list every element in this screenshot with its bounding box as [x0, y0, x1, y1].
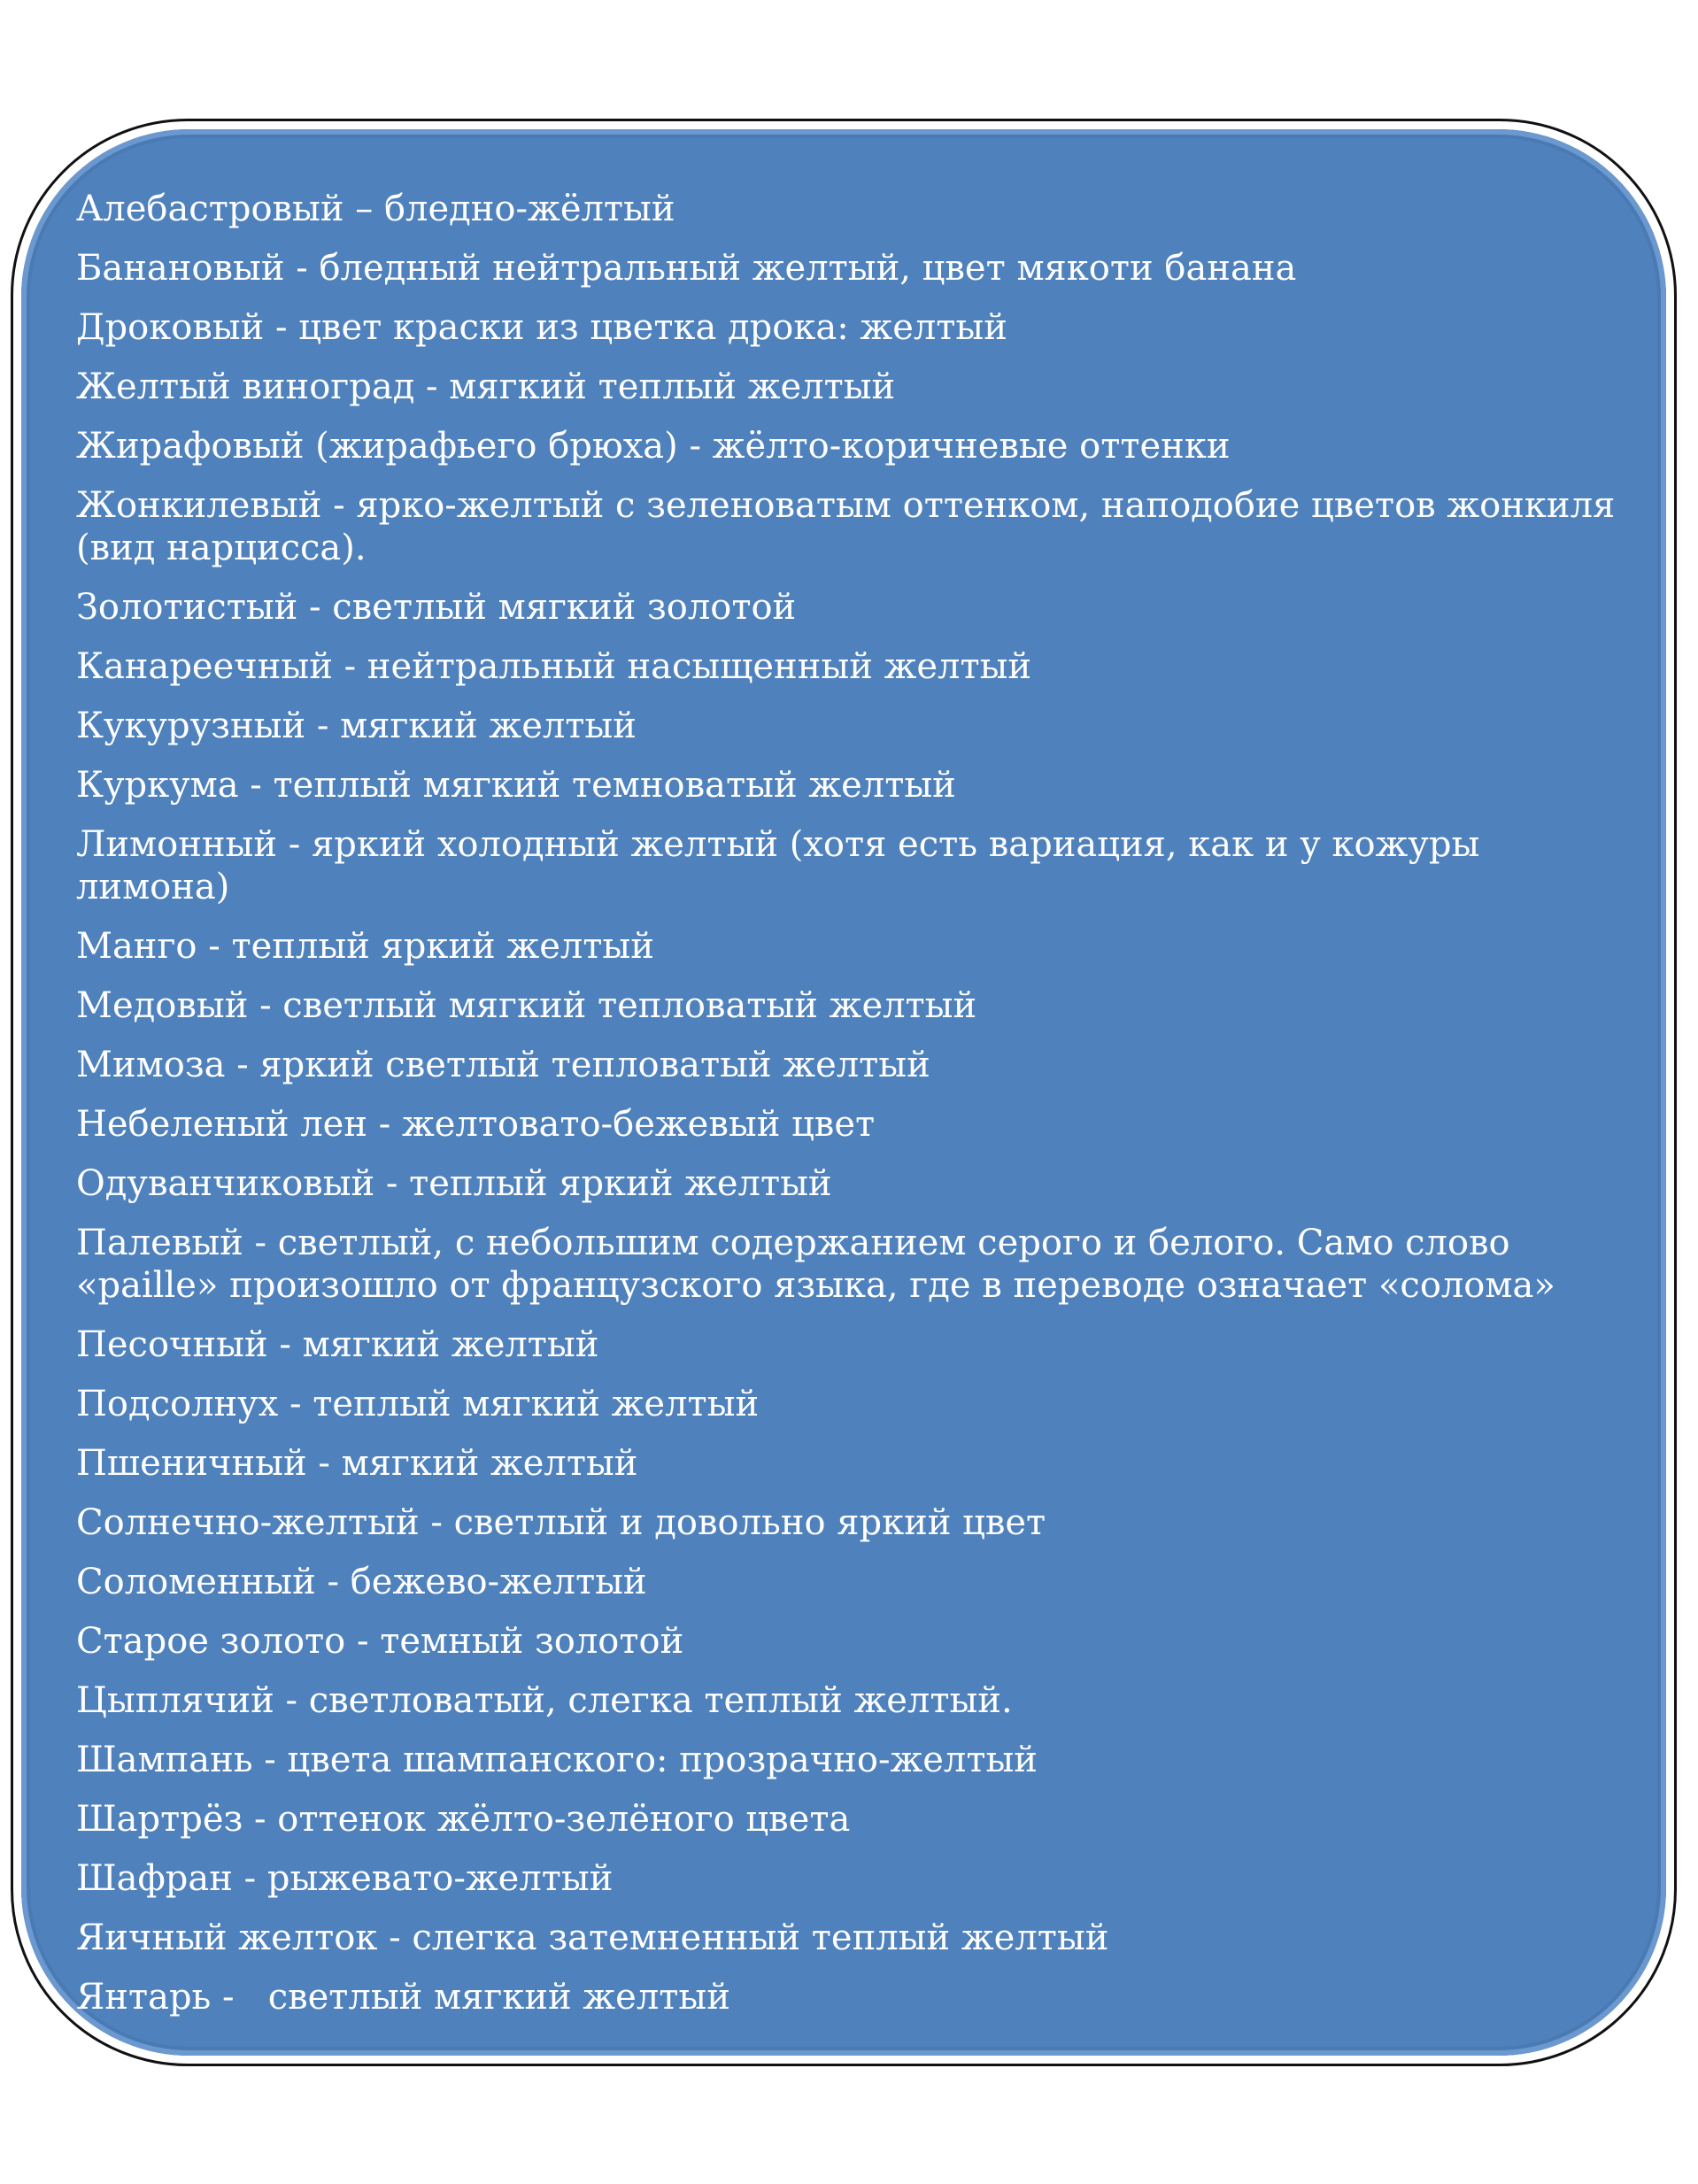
list-item: Мимоза - яркий светлый тепловатый желтый [76, 1045, 930, 1085]
list-item: Жонкилевый - ярко-желтый с зеленоватым оттенком, наподобие цветов жонкиля (вид нарцисса). [76, 485, 1626, 568]
list-item: Янтарь - светлый мягкий желтый [76, 1977, 730, 2018]
list-item: Шампань - цвета шампанского: прозрачно-желтый [76, 1740, 1038, 1780]
list-item: Медовый - светлый мягкий тепловатый желтый [76, 985, 977, 1026]
list-item: Подсолнух - теплый мягкий желтый [76, 1384, 760, 1424]
list-item: Кукурузный - мягкий желтый [76, 706, 637, 746]
list-item: Яичный желток - слегка затемненный теплый желтый [76, 1918, 1109, 1958]
list-item: Желтый виноград - мягкий теплый желтый [76, 367, 896, 407]
list-item: Цыплячий - светловатый, слегка теплый желтый. [76, 1680, 1013, 1721]
list-item: Палевый - светлый, с небольшим содержанием серого и белого. Само слово «paille» произошло от французского языка, где в переводе означает «солома» [76, 1223, 1555, 1306]
list-item: Солнечно-желтый - светлый и довольно яркий цвет [76, 1502, 1046, 1543]
list-item: Пшеничный - мягкий желтый [76, 1443, 638, 1484]
list-item: Шартрёз - оттенок жёлто-зелёного цвета [76, 1799, 851, 1840]
list-item: Песочный - мягкий желтый [76, 1324, 599, 1365]
yellow-shades-list [76, 188, 1634, 2035]
list-item: Жирафовый (жирафьего брюха) - жёлто-коричневые оттенки [76, 426, 1231, 467]
list-item: Манго - теплый яркий желтый [76, 926, 654, 967]
list-item: Лимонный - яркий холодный желтый (хотя есть вариация, как и у кожуры лимона) [76, 824, 1492, 907]
list-item: Шафран - рыжевато-желтый [76, 1858, 614, 1899]
list-item: Банановый - бледный нейтральный желтый, цвет мякоти банана [76, 248, 1297, 289]
list-item: Соломенный - бежево-желтый [76, 1562, 647, 1602]
list-item: Золотистый - светлый мягкий золотой [76, 587, 797, 628]
list-item: Дроковый - цвет краски из цветка дрока: желтый [76, 307, 1007, 348]
list-item: Старое золото - темный золотой [76, 1621, 684, 1662]
list-item: Канареечный - нейтральный насыщенный желтый [76, 646, 1032, 687]
list-item: Одуванчиковый - теплый яркий желтый [76, 1163, 832, 1204]
list-item: Небеленый лен - желтовато-бежевый цвет [76, 1104, 876, 1145]
list-item: Куркума - теплый мягкий темноватый желтый [76, 765, 956, 806]
list-item: Алебастровый – бледно-жёлтый [76, 189, 675, 229]
